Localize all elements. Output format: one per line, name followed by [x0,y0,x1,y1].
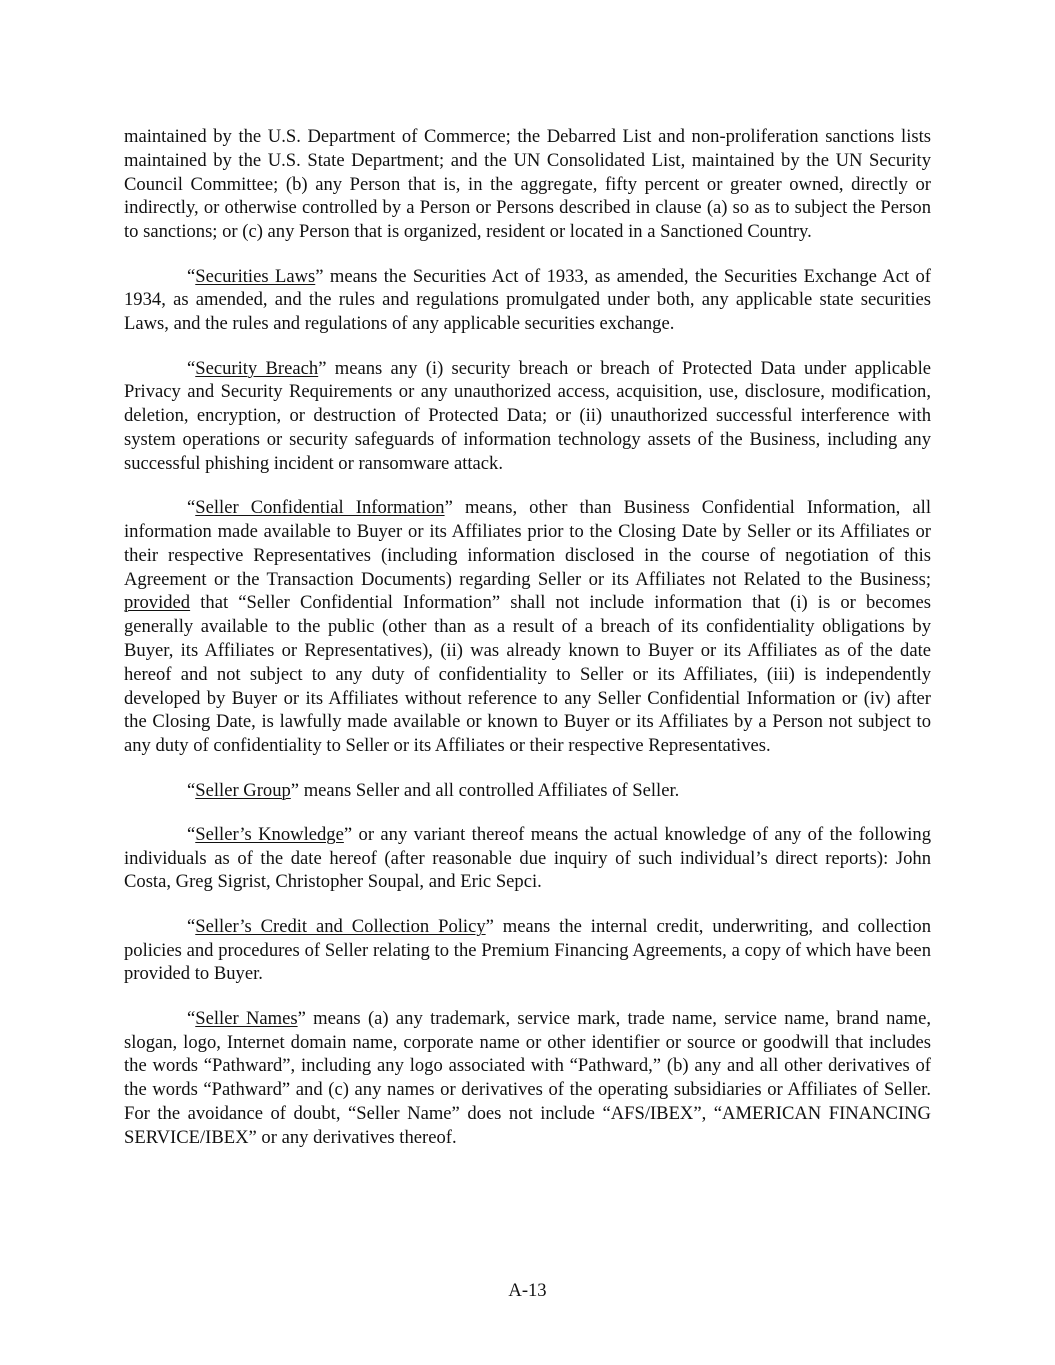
definition-sellers-knowledge [124,823,931,894]
definition-text: ” or any variant thereof means the actual knowledge of any of the following individuals as of the date hereof (after reasonable due inquiry of such individual’s direct reports): John Costa, Greg Sigrist, Christopher Soupal, and Eric Sepci. [124,823,932,893]
definition-seller-names [124,1007,931,1150]
intro-paragraph: maintained by the U.S. Department of Commerce; the Debarred List and non-proliferation sanctions lists maintained by the U.S. State Department; and the UN Consolidated List, maintained by the UN Security Council Committee; (b) any Person that is, in the aggregate, fifty percent or greater owned, directly or indirectly, or otherwise controlled by a Person or Persons described in clause (a) so as to subject the Person to sanctions; or (c) any Person that is organized, resident or located in a Sanctioned Country. [124,126,931,243]
definition-sellers-credit-collection-policy [124,915,931,986]
open-quote: “ [187,1007,196,1029]
open-quote: “ [187,265,196,287]
defined-term: Seller Confidential Information [195,497,445,519]
definition-seller-group [124,779,931,803]
open-quote: “ [187,779,196,801]
definition-text: ” means the Securities Act of 1933, as amended, the Securities Exchange Act of 1934, as amended, and the rules and regulations promulgated under both, any applicable state securities Laws, and the rules and regulations of any applicable securities exchange. [124,265,932,335]
open-quote: “ [187,357,196,379]
open-quote: “ [187,915,196,937]
defined-term: Seller’s Credit and Collection Policy [195,915,486,937]
defined-term: Seller Group [195,779,291,801]
defined-term: Security Breach [195,357,319,379]
definition-securities-laws [124,265,931,336]
defined-term: Seller’s Knowledge [195,823,344,845]
definition-text: that “Seller Confidential Information” shall not include information that (i) is or becomes generally available to the public (other than as a result of a breach of its confidentiality obligations by Buyer, its Affiliates or Representatives), (ii) was already known to Buyer or its Affiliates as of the date hereof and not subject to any duty of confidentiality to Seller or its Affiliates, (iii) is independently developed by Buyer or its Affiliates without reference to any Seller Confidential Information or (iv) after the Closing Date, is lawfully made available or known to Buyer or its Affiliates by a Person not subject to any duty of confidentiality to Seller or its Affiliates or their respective Representatives. [124,592,931,757]
definition-security-breach [124,357,931,476]
defined-term: Securities Laws [195,265,316,287]
open-quote: “ [187,497,196,519]
page-number: A-13 [508,1280,547,1301]
definition-text: ” means Seller and all controlled Affiliates of Seller. [290,779,680,801]
definition-text: ” means (a) any trademark, service mark, trade name, service name, brand name, slogan, logo, Internet domain name, corporate name or other identifier or source or goodwill that includes the words “Pathward”, including any logo associated with “Pathward,” (b) any and all other derivatives of the words “Pathward” and (c) any names or derivatives of the operating subsidiaries or Affiliates of Seller. For the avoidance of doubt, “Seller Name” does not include “AFS/IBEX”, “AMERICAN FINANCING SERVICE/IBEX” or any derivatives thereof. [124,1007,932,1148]
emphasis-provided: provided [124,592,191,614]
open-quote: “ [187,823,196,845]
document-body [124,125,931,1150]
definition-text: ” means, other than Business Confidential Information, all information made available to Buyer or its Affiliates prior to the Closing Date by Seller or its Affiliates or their respective Representatives (including information disclosed in the course of negotiation of this Agreement or the Transaction Documents) regarding Seller or its Affiliates not Related to the Business; [124,497,931,590]
definition-text: ” means any (i) security breach or breach of Protected Data under applicable Privacy and Security Requirements or any unauthorized access, acquisition, use, disclosure, modification, deletion, encryption, or destruction of Protected Data; or (ii) unauthorized successful interference with system operations or security safeguards of information technology assets of the Business, including any successful phishing incident or ransomware attack. [124,357,931,474]
definition-seller-confidential-information [124,496,931,758]
defined-term: Seller Names [195,1007,298,1029]
definition-text: ” means the internal credit, underwriting, and collection policies and procedures of Seller relating to the Premium Financing Agreements, a copy of which have been provided to Buyer. [124,915,931,985]
